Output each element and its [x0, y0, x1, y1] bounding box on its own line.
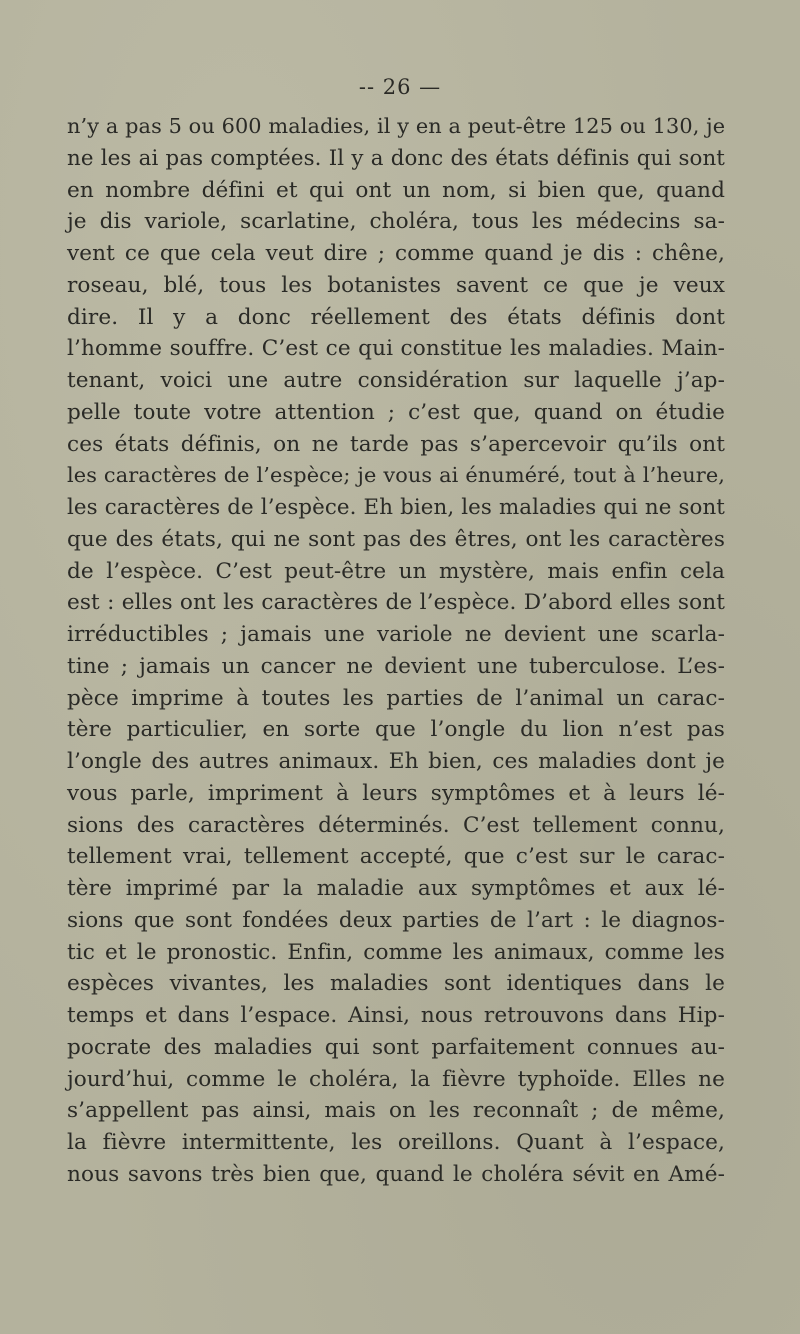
- text-line: l’homme souffre. C’est ce qui constitue les maladies. Main-: [67, 336, 725, 362]
- text-line: de l’espèce. C’est peut-être un mystère, mais enfin cela: [67, 558, 725, 584]
- text-line: que des états, qui ne sont pas des êtres, ont les caractères: [67, 526, 725, 552]
- text-line: ces états définis, on ne tarde pas s’apercevoir qu’ils ont: [67, 431, 725, 457]
- text-line: tenant, voici une autre considération sur laquelle j’ap-: [67, 368, 725, 393]
- text-line: dire. Il y a donc réellement des états définis dont: [67, 304, 725, 330]
- text-line: l’ongle des autres animaux. Eh bien, ces maladies dont je: [67, 749, 725, 774]
- text-line: sions que sont fondées deux parties de l’art : le diagnos-: [67, 907, 725, 933]
- text-line: jourd’hui, comme le choléra, la fièvre typhoïde. Elles ne: [67, 1066, 725, 1092]
- text-line: nous savons très bien que, quand le choléra sévit en Amé-: [67, 1161, 725, 1187]
- text-line: irréductibles ; jamais une variole ne devient une scarla-: [67, 622, 725, 647]
- text-line: les caractères de l’espèce; je vous ai énuméré, tout à l’heure,: [67, 463, 725, 488]
- page-number: -- 26 —: [358, 75, 442, 99]
- text-line: vent ce que cela veut dire ; comme quand je dis : chêne,: [67, 241, 725, 266]
- text-line: sions des caractères déterminés. C’est tellement connu,: [67, 812, 725, 838]
- text-line: la fièvre intermittente, les oreillons. Quant à l’espace,: [67, 1130, 725, 1155]
- text-line: ne les ai pas comptées. Il y a donc des états définis qui sont: [67, 145, 725, 171]
- text-line: tellement vrai, tellement accepté, que c’est sur le carac-: [67, 844, 725, 870]
- text-line: s’appellent pas ainsi, mais on les reconnaît ; de même,: [67, 1098, 725, 1124]
- text-line: pelle toute votre attention ; c’est que, quand on étudie: [67, 399, 725, 425]
- text-line: espèces vivantes, les maladies sont identiques dans le: [67, 971, 725, 997]
- text-line: pèce imprime à toutes les parties de l’animal un carac-: [67, 685, 725, 711]
- text-line: tine ; jamais un cancer ne devient une tuberculose. L’es-: [67, 653, 725, 679]
- text-line: tère particulier, en sorte que l’ongle du lion n’est pas: [67, 717, 725, 743]
- text-line: vous parle, impriment à leurs symptômes et à leurs lé-: [67, 780, 725, 806]
- text-line: pocrate des maladies qui sont parfaitement connues au-: [67, 1034, 725, 1060]
- body-text: [67, 111, 725, 1191]
- text-line: je dis variole, scarlatine, choléra, tous les médecins sa-: [67, 209, 725, 235]
- text-line: les caractères de l’espèce. Eh bien, les maladies qui ne sont: [67, 495, 725, 520]
- text-line: roseau, blé, tous les botanistes savent ce que je veux: [67, 272, 725, 298]
- text-line: tère imprimé par la maladie aux symptômes et aux lé-: [67, 876, 725, 901]
- text-line: en nombre défini et qui ont un nom, si bien que, quand: [67, 177, 725, 203]
- text-line: est : elles ont les caractères de l’espèce. D’abord elles sont: [67, 590, 725, 616]
- text-line: temps et dans l’espace. Ainsi, nous retrouvons dans Hip-: [67, 1003, 725, 1028]
- text-line: n’y a pas 5 ou 600 maladies, il y en a peut-être 125 ou 130, je: [67, 114, 726, 138]
- text-line: tic et le pronostic. Enfin, comme les animaux, comme les: [67, 939, 725, 965]
